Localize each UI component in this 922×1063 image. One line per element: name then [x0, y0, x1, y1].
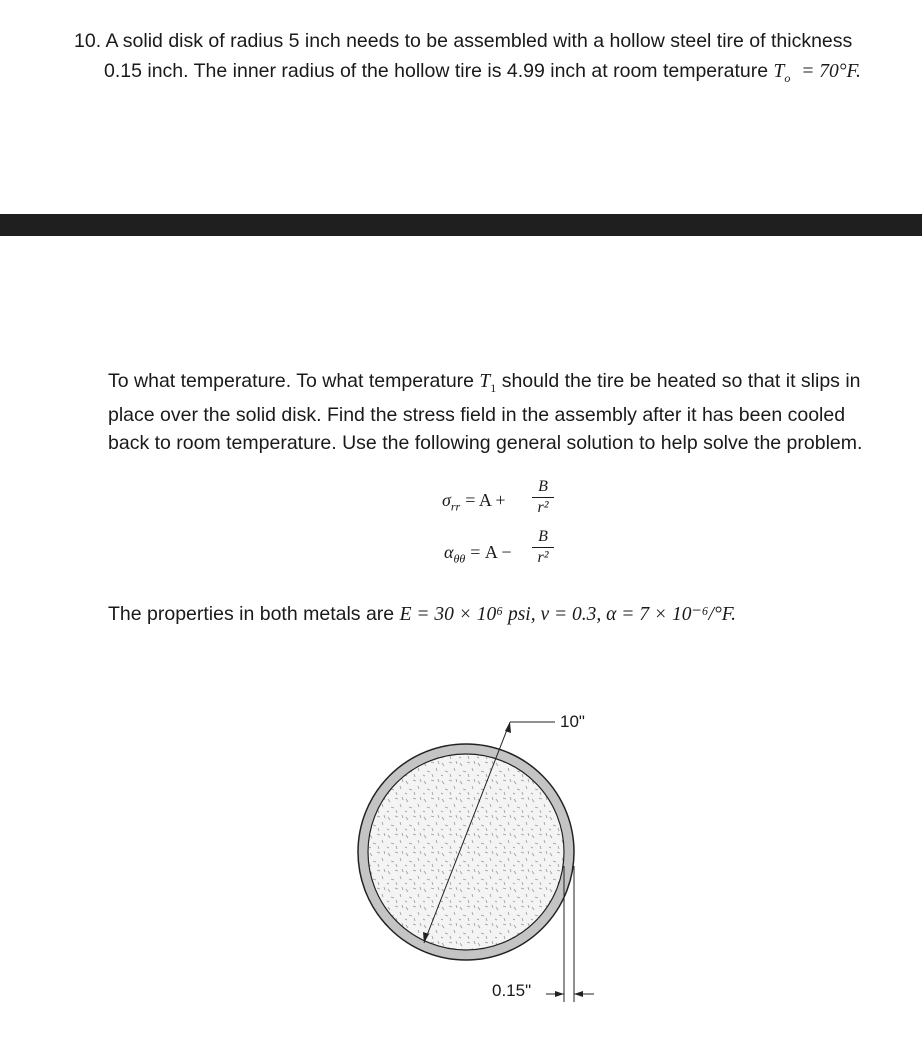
expansion-coefficient-value: α = 7 × 10⁻⁶/°F. — [606, 604, 737, 625]
equation-sigma-rr: $\sigma_{rr} = A$ + — [442, 490, 506, 514]
thickness-arrow-left — [555, 991, 564, 997]
disk-tire-diagram — [350, 706, 610, 1006]
paragraph-line-1: To what temperature. To what temperature $T_1$ should the tire be heated so that it slips in — [108, 370, 861, 395]
question-line-2: 0.15 inch. The inner radius of the hollow tire is 4.99 inch at room temperature $T_o = 70^\circ F$. — [104, 60, 861, 85]
diameter-label: 10" — [560, 712, 585, 731]
thickness-label: 0.15" — [492, 981, 532, 1000]
equation-2-fraction: B r² — [532, 528, 554, 567]
question-number: 10. — [74, 30, 102, 52]
question-line-1: 10. A solid disk of radius 5 inch needs to be assembled with a hollow steel tire of thickness — [74, 30, 853, 52]
disk-tire-figure — [350, 706, 610, 1006]
thickness-arrow-right — [574, 991, 583, 997]
room-temperature-value: = 70°F. — [801, 61, 861, 82]
paragraph-line-3: back to room temperature. Use the following general solution to help solve the problem. — [108, 431, 863, 454]
room-temperature-symbol: $T_o$ — [773, 61, 791, 85]
equation-1-fraction: B r² — [532, 478, 554, 517]
modulus-value: E = 30 × 10⁶ psi, — [399, 604, 541, 625]
question-block — [74, 26, 914, 93]
material-properties: The properties in both metals are E = 30 × 10⁶ psi, v = 0.3, α = 7 × 10⁻⁶/°F. — [108, 603, 737, 625]
t1-symbol: $T_1$ — [479, 371, 497, 395]
paragraph-line-2: place over the solid disk. Find the stress field in the assembly after it has been cooled — [108, 404, 846, 427]
redaction-band — [0, 214, 922, 236]
solid-disk — [368, 754, 564, 950]
equation-alpha-theta: $\alpha_{\theta\theta} = A$ − — [444, 542, 512, 566]
problem-paragraph — [108, 368, 908, 457]
poisson-value: v = 0.3, — [540, 604, 607, 625]
